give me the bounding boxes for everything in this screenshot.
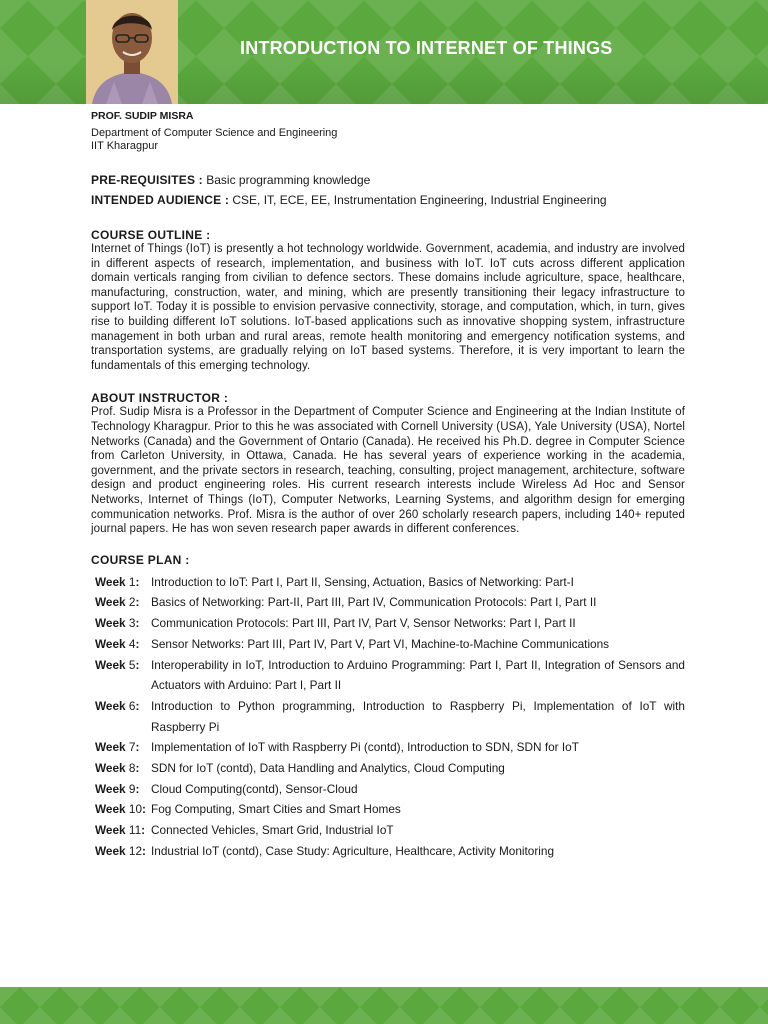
week-label: Week — [95, 636, 126, 651]
week-topic: Industrial IoT (contd), Case Study: Agriculture, Healthcare, Activity Monitoring — [151, 843, 555, 858]
week-topic: Connected Vehicles, Smart Grid, Industrial IoT — [151, 823, 394, 838]
week-topic: Interoperability in IoT, Introduction to Arduino Programming: Part I, Part II, Integration of Sensors and Actuators with Arduino: Part I, Part II — [151, 657, 685, 693]
week-num: 11 — [128, 823, 142, 838]
week-label: Week — [95, 781, 126, 796]
week-label: Week — [95, 802, 126, 817]
week-row — [91, 634, 685, 655]
intended-audience — [91, 193, 685, 207]
week-row — [91, 737, 685, 758]
week-label: Week — [95, 574, 126, 589]
week-row — [91, 820, 685, 841]
footer-banner — [0, 987, 768, 1024]
audience-value: CSE, IT, ECE, EE, Instrumentation Engineering, Industrial Engineering — [232, 193, 607, 207]
week-number: Week 1: — [95, 574, 140, 589]
week-label: Week — [95, 843, 126, 858]
week-num: 9 — [128, 781, 136, 796]
week-num: 2 — [128, 595, 136, 610]
week-number: Week 4: — [95, 636, 140, 651]
about-instructor-text: Prof. Sudip Misra is a Professor in the Department of Computer Science and Engineering at the Indian Institute of Technology Kharagpur. Prior to this he was associated with Cornell University (USA), Yale University (USA), Nortel Networks (Canada) and the Government of Ontario (Canada). He received his Ph.D. degree in Computer Science from Carleton University, in Ottawa, Canada. He has several years of experience working in the academia, government, and the private sectors in research, teaching, consulting, project management, architecture, software design and product engineering roles. His current research interests include Wireless Ad Hoc and Sensor Networks, Internet of Things (IoT), Computer Networks, Learning Systems, and algorithm design for emerging communication networks. Prof. Misra is the author of over 260 scholarly research papers, including 140+ reputed journal papers. He has won seven research paper awards in different conferences. — [91, 406, 685, 536]
week-number: Week 8: — [95, 761, 140, 776]
week-label: Week — [95, 657, 126, 672]
week-num: 12 — [128, 843, 143, 858]
week-label: Week — [95, 823, 126, 838]
week-row — [91, 799, 685, 820]
course-outline-heading: COURSE OUTLINE : — [91, 228, 211, 242]
course-plan-heading: COURSE PLAN : — [91, 552, 190, 567]
prerequisites-value: Basic programming knowledge — [206, 173, 371, 187]
week-topic: Implementation of IoT with Raspberry Pi (contd), Introduction to SDN, SDN for IoT — [151, 740, 579, 755]
instructor-department: Department of Computer Science and Engineering — [91, 127, 338, 139]
week-row — [91, 758, 685, 779]
week-topic: Cloud Computing(contd), Sensor-Cloud — [151, 781, 358, 796]
course-title: INTRODUCTION TO INTERNET OF THINGS — [240, 38, 613, 58]
instructor-photo — [86, 0, 178, 104]
week-num: 5 — [128, 657, 136, 672]
week-row — [91, 841, 685, 862]
prerequisites — [91, 173, 685, 187]
week-number: Week 3: — [95, 616, 140, 631]
week-number: Week 2: — [95, 595, 140, 610]
week-number: Week 11: — [95, 823, 146, 838]
week-number: Week 7: — [95, 740, 140, 755]
week-num: 7 — [128, 740, 136, 755]
week-number: Week 6: — [95, 698, 140, 713]
instructor-portrait — [86, 0, 178, 104]
week-row — [91, 592, 685, 613]
week-num: 4 — [128, 636, 136, 651]
week-label: Week — [95, 698, 126, 713]
week-row — [91, 696, 685, 737]
week-number: Week 9: — [95, 781, 140, 796]
week-topic: Communication Protocols: Part III, Part IV, Part V, Sensor Networks: Part I, Part II — [151, 616, 576, 631]
week-topic: Basics of Networking: Part-II, Part III, Part IV, Communication Protocols: Part I, Part II — [151, 595, 597, 610]
week-topic: Sensor Networks: Part III, Part IV, Part V, Part VI, Machine-to-Machine Communications — [151, 636, 610, 651]
prerequisites-label: PRE-REQUISITES : — [91, 173, 203, 187]
instructor-name: PROF. SUDIP MISRA — [91, 110, 194, 122]
week-label: Week — [95, 595, 126, 610]
week-row — [91, 613, 685, 634]
audience-label: INTENDED AUDIENCE : — [91, 193, 230, 207]
course-content — [91, 110, 685, 862]
week-number: Week 10: — [95, 802, 146, 817]
week-label: Week — [95, 761, 126, 776]
week-num: 8 — [128, 761, 136, 776]
week-num: 3 — [128, 616, 136, 631]
week-number: Week 12: — [95, 843, 146, 858]
instructor-institute: IIT Kharagpur — [91, 140, 159, 152]
week-row — [91, 572, 685, 593]
week-num: 1 — [128, 574, 136, 589]
header-banner — [0, 0, 768, 104]
week-number: Week 5: — [95, 657, 140, 672]
week-row — [91, 655, 685, 696]
week-label: Week — [95, 616, 126, 631]
week-topic: Introduction to IoT: Part I, Part II, Sensing, Actuation, Basics of Networking: Part-I — [151, 574, 574, 589]
week-row — [91, 779, 685, 800]
week-num: 10 — [128, 802, 143, 817]
course-outline-text: Internet of Things (IoT) is presently a hot technology worldwide. Government, academia, and industry are involved in different aspects of research, implementation, and business with IoT. IoT cuts across different application domain verticals ranging from civilian to defence sectors. These domains include agriculture, space, healthcare, manufacturing, construction, water, and mining, which are presently transitioning their legacy infrastructure to support IoT. Today it is possible to envision pervasive connectivity, storage, and computation, which, in turn, gives rise to building different IoT solutions. IoT-based applications such as innovative shopping system, infrastructure management in both urban and rural areas, remote health monitoring and emergency notification systems, and transportation systems, are gradually relying on IoT based systems. Therefore, it is very important to learn the fundamentals of this emerging technology. — [91, 243, 685, 372]
about-instructor-heading: ABOUT INSTRUCTOR : — [91, 391, 229, 406]
week-label: Week — [95, 740, 126, 755]
week-topic: SDN for IoT (contd), Data Handling and Analytics, Cloud Computing — [151, 761, 505, 776]
week-topic: Fog Computing, Smart Cities and Smart Homes — [151, 802, 401, 817]
course-plan-list — [91, 572, 685, 862]
week-num: 6 — [128, 698, 136, 713]
week-topic: Introduction to Python programming, Introduction to Raspberry Pi, Implementation of IoT with Raspberry Pi — [151, 698, 685, 734]
